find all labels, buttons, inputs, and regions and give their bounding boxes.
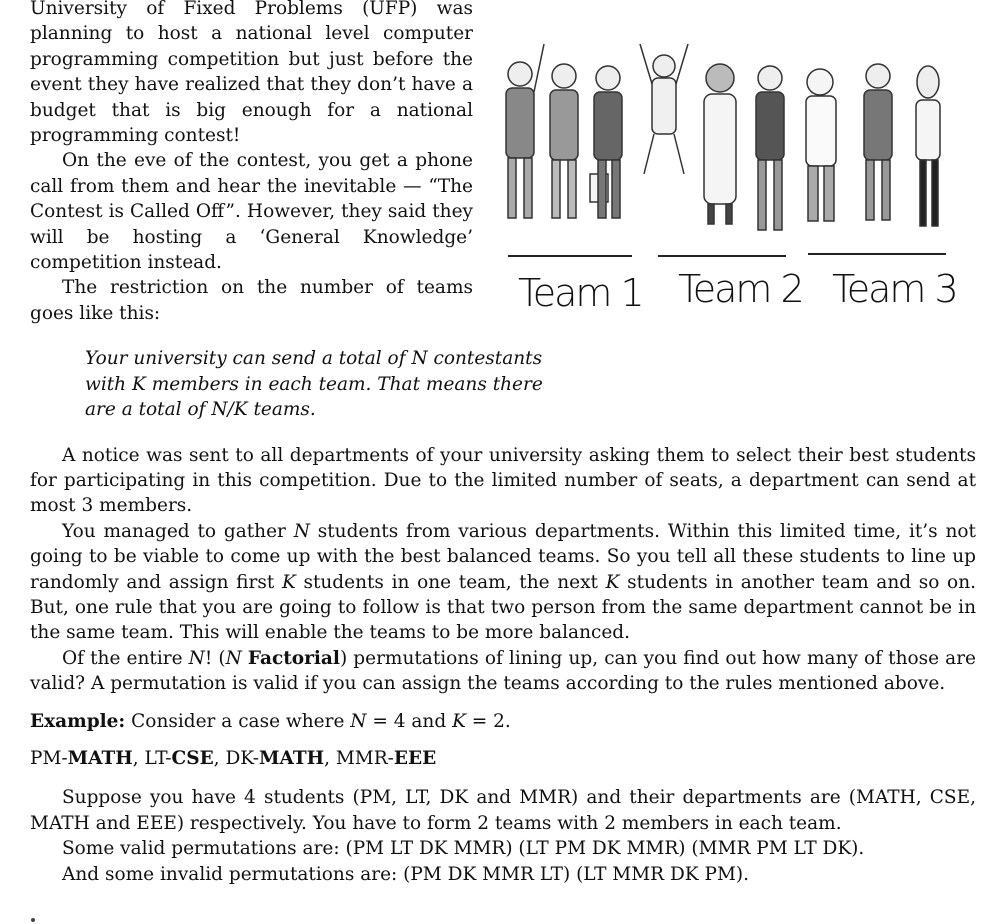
- gather-text-1: You managed to gather: [62, 520, 294, 542]
- gather-n: N: [293, 520, 310, 542]
- suppose-paragraph: Suppose you have 4 students (PM, LT, DK and MMR) and their departments are (MATH, CSE, MATH and EEE) respectively. You have to form 2 teams with 2 members in each team.: [30, 787, 976, 834]
- quote-n: N: [411, 348, 428, 370]
- team3-label: Team 3: [832, 267, 957, 311]
- example-n: N: [350, 710, 367, 732]
- gather-k2: K: [605, 571, 620, 593]
- quote-text-3: members in each team. That means there are a total of: [85, 373, 543, 421]
- factorial-paragraph: [30, 646, 976, 697]
- student-4-dept: EEE: [393, 747, 437, 769]
- student-1-dept: MATH: [67, 747, 133, 769]
- student-2-sep: ,: [213, 747, 226, 769]
- example-paragraph: [30, 709, 976, 734]
- example-label: Example:: [30, 710, 126, 732]
- team1-label: Team 1: [518, 271, 643, 315]
- intro-column: [30, 0, 473, 326]
- team-rule-quote: [85, 346, 565, 422]
- quote-text-2: contestants with: [85, 348, 543, 395]
- example-k: K: [452, 710, 466, 732]
- student-2-dept: CSE: [171, 747, 214, 769]
- example-text-2: = 4 and: [366, 710, 453, 732]
- student-3-dept: MATH: [259, 747, 325, 769]
- quote-nk: N/K: [211, 399, 248, 421]
- invalid-paragraph: And some invalid permutations are: (PM DK MMR LT) (LT MMR DK PM).: [62, 863, 750, 885]
- page-mark: [31, 918, 35, 922]
- gather-text-2: students from various departments. Within this limited time, it’s not going to be viable to come up with the best balanced teams. So you tell all these students to line up randomly and assign first: [30, 520, 976, 593]
- factorial-bold: Factorial: [247, 647, 340, 669]
- students-line: [30, 746, 976, 771]
- factorial-text-4: ) permutations of lining up, can you find out how many of those are valid? A permutation is valid if you can assign the teams according to the rules mentioned above.: [30, 647, 976, 695]
- student-3-sep: ,: [324, 747, 336, 769]
- gather-k1: K: [281, 571, 296, 593]
- restriction-paragraph: The restriction on the number of teams goes like this:: [30, 277, 473, 324]
- team2-label: Team 2: [678, 267, 803, 311]
- student-2-name: LT-: [144, 747, 172, 769]
- problem-statement: [30, 0, 976, 887]
- factorial-n: N: [188, 647, 205, 669]
- student-1-name: PM-: [30, 747, 68, 769]
- student-4-name: MMR-: [335, 747, 394, 769]
- gather-text-3: students in one team, the next: [295, 571, 606, 593]
- gather-paragraph: [30, 519, 976, 646]
- factorial-n2: N: [225, 647, 242, 669]
- intro-paragraph: University of Fixed Problems (UFP) was planning to host a national level computer programming competition but just before the event they have realized that they don’t have a budget that is big enough for a national programming contest!: [30, 0, 473, 147]
- factorial-text-1: Of the entire: [62, 647, 189, 669]
- example-text-1: Consider a case where: [125, 710, 351, 732]
- phone-paragraph: On the eve of the contest, you get a phone call from them and hear the inevitable — “The Contest is Called Off”. However, they said they will be hosting a ‘General Knowledge’ competition instead.: [30, 150, 473, 274]
- quote-text-4: teams.: [247, 399, 316, 421]
- notice-paragraph: A notice was sent to all departments of your university asking them to select their best students for participating in this competition. Due to the limited number of seats, a department can send at most 3 members.: [30, 444, 976, 517]
- quote-text-1: Your university can send a total of: [85, 348, 412, 370]
- quote-k: K: [131, 373, 146, 395]
- valid-paragraph: Some valid permutations are: (PM LT DK MMR) (LT PM DK MMR) (MMR PM LT DK).: [62, 838, 865, 860]
- factorial-text-2: ! (: [204, 647, 226, 669]
- gather-text-4: students in another team and so on. But, one rule that you are going to follow is that two person from the same department cannot be in the same team. This will enable the teams to be more balanced.: [30, 571, 976, 644]
- student-1-sep: ,: [132, 747, 145, 769]
- example-text-3: = 2.: [465, 710, 511, 732]
- student-3-name: DK-: [225, 747, 259, 769]
